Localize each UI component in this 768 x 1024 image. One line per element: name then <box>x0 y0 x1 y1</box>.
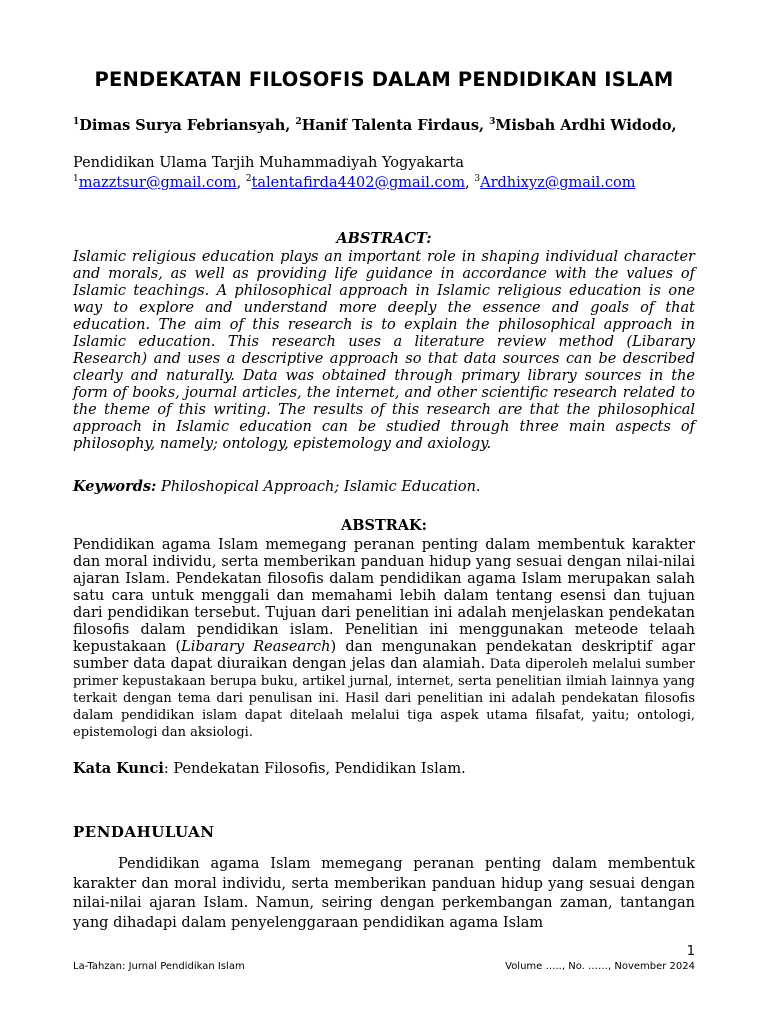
email-3-number: 3 <box>474 174 481 185</box>
email-2-number: 2 <box>245 174 252 185</box>
email-1-number: 1 <box>73 174 79 185</box>
kata-kunci-value: : Pendekatan Filosofis, Pendidikan Islam. <box>163 761 466 777</box>
abstrak-heading: ABSTRAK: <box>340 517 428 534</box>
email-list <box>73 175 635 191</box>
author-1-name: Dimas Surya Febriansyah, <box>79 117 291 134</box>
email-separator: , <box>465 175 475 191</box>
author-1-number: 1 <box>73 117 80 128</box>
author-2-number: 2 <box>295 117 302 128</box>
abstrak-text-part1: Pendidikan agama Islam memegang peranan penting dalam membentuk karakter dan moral individu, serta memberikan panduan hidup yang sesuai dengan nilai-nilai ajaran Islam. Pendekatan filosofis dalam pendidikan agama Islam merupakan salah satu cara untuk menggali dan memahami lebih dalam tentang esensi dan tujuan dari pendidikan tersebut. Tujuan dari penelitian ini adalah menjelaskan pendekatan filosofis dalam pendidikan islam. Penelitian ini menggunakan meteode telaah kepustakaan ( <box>73 537 695 655</box>
author-3-number: 3 <box>489 117 496 128</box>
section-body-text: Pendidikan agama Islam memegang peranan penting dalam membentuk karakter dan moral individu, serta memberikan panduan hidup yang sesuai dengan nilai-nilai ajaran Islam. Namun, seiring dengan perkembangan zaman, tantangan yang dihadapi dalam penyelenggaraan pendidikan agama Islam <box>73 856 695 931</box>
keywords-label: Keywords: <box>73 478 157 495</box>
paper-title: PENDEKATAN FILOSOFIS DALAM PENDIDIKAN ISLAM <box>94 68 674 91</box>
email-1-link[interactable]: mazztsur@gmail.com <box>78 175 237 191</box>
affiliation: Pendidikan Ulama Tarjih Muhammadiyah Yogyakarta <box>73 155 464 171</box>
kata-kunci <box>73 760 695 777</box>
footer-journal: La-Tahzan: Jurnal Pendidikan Islam <box>73 961 245 972</box>
abstrak-text-part2: ) dan mengunakan pendekatan deskriptif agar sumber data dapat diuraikan dengan jelas dan alamiah. <box>73 639 695 672</box>
email-separator: , <box>236 175 246 191</box>
abstrak-text-small: Data diperoleh melalui sumber primer kepustakaan berupa buku, artikel jurnal, internet, serta penelitian ilmiah lainnya yang terkait dengan tema dari penulisan ini. Hasil dari penelitian ini adalah pendekatan filosofis dalam pendidikan islam dapat ditelaah melalui tiga aspek utama filsafat, yaitu; ontologi, epistemologi dan aksiologi. <box>73 657 695 740</box>
kata-kunci-label: Kata Kunci <box>73 760 164 777</box>
author-3-name: Misbah Ardhi Widodo, <box>495 117 677 134</box>
email-2-link[interactable]: talentafirda4402@gmail.com <box>251 175 466 191</box>
abstract-heading: ABSTRACT: <box>336 230 432 247</box>
author-2-name: Hanif Talenta Firdaus, <box>301 117 485 134</box>
section-heading: PENDAHULUAN <box>73 823 215 841</box>
keywords <box>73 478 695 495</box>
abstrak-text-italic: Libarary Reasearch <box>181 639 331 655</box>
abstrak-text <box>73 537 695 741</box>
abstract-text: Islamic religious education plays an important role in shaping individual character and morals, as well as providing life guidance in accordance with the values of Islamic teachings. A philosophical approach in Islamic religious education is one way to explore and understand more deeply the essence and goals of that education. The aim of this research is to explain the philosophical approach in Islamic education. This research uses a literature review method (Libarary Research) and uses a descriptive approach so that data sources can be described clearly and naturally. Data was obtained through primary library sources in the form of books, journal articles, the internet, and other scientific research related to the theme of this writing. The results of this research are that the philosophical approach in Islamic education can be studied through three main aspects of philosophy, namely; ontology, epistemology and axiology. <box>73 249 695 452</box>
email-3-link[interactable]: Ardhixyz@gmail.com <box>480 175 636 191</box>
page-number: 1 <box>686 944 695 959</box>
keywords-value: Philoshopical Approach; Islamic Education. <box>156 479 481 495</box>
author-list <box>73 115 695 137</box>
footer-volume: Volume ….., No. ……, November 2024 <box>505 961 695 972</box>
